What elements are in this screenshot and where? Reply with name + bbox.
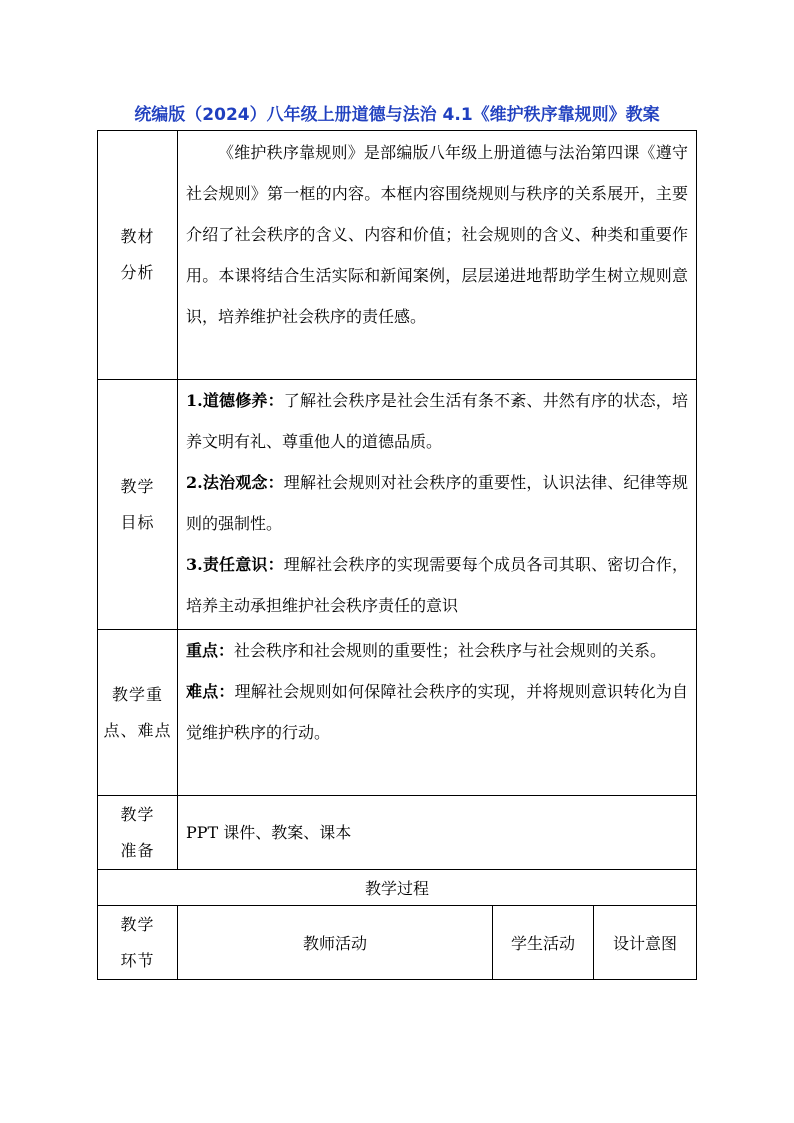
- label-line: 准备: [120, 840, 155, 860]
- goal-text: 了解社会秩序是社会生活有条不紊、井然有序的状态，培养文明有礼、尊重他人的道德品质。: [186, 391, 688, 451]
- label-line: 教学: [120, 914, 155, 934]
- process-col-student-text: 学生活动: [510, 934, 575, 953]
- preparation-content: [177, 795, 697, 870]
- process-col-design-text: 设计意图: [612, 934, 677, 953]
- preparation-label: [97, 795, 178, 870]
- process-col-design: [593, 905, 697, 980]
- teaching-goals-content: [177, 379, 697, 630]
- preparation-text: PPT 课件、教案、课本: [186, 823, 352, 842]
- label-line: 目标: [120, 512, 155, 532]
- goal-text: 理解社会秩序的实现需要每个成员各司其职、密切合作，培养主动承担维护社会秩序责任的意识: [186, 555, 688, 615]
- key-point-heading: 难点：: [186, 682, 235, 701]
- textbook-analysis-text: 《维护秩序靠规则》是部编版八年级上册道德与法治第四课《遵守社会规则》第一框的内容。本框内容围绕规则与秩序的关系展开，主要介绍了社会秩序的含义、内容和价值；社会规则的含义、种类和重要作用。本课将结合生活实际和新闻案例，层层递进地帮助学生树立规则意识，培养维护社会秩序的责任感。: [186, 143, 688, 326]
- process-header-text: 教学过程: [364, 879, 429, 898]
- goal-heading: 2.法治观念：: [186, 473, 284, 492]
- process-col-teacher: [177, 905, 493, 980]
- key-points-label: [97, 629, 178, 796]
- page-title: 统编版（2024）八年级上册道德与法治 4.1《维护秩序靠规则》教案: [134, 105, 660, 125]
- process-header: [97, 869, 697, 906]
- key-points-content: [177, 629, 697, 796]
- process-col-stage: [97, 905, 178, 980]
- goal-text: 理解社会规则对社会秩序的重要性，认识法律、纪律等规则的强制性。: [186, 473, 688, 533]
- goal-item: [186, 544, 688, 626]
- key-point-item: [186, 630, 688, 671]
- label-line: 分析: [120, 263, 155, 282]
- label-line: 环节: [120, 950, 155, 970]
- key-point-text: 社会秩序和社会规则的重要性；社会秩序与社会规则的关系。: [234, 641, 667, 660]
- goal-heading: 1.道德修养：: [186, 391, 284, 410]
- process-col-student: [492, 905, 594, 980]
- process-col-teacher-text: 教师活动: [302, 934, 367, 953]
- goal-heading: 3.责任意识：: [186, 555, 284, 574]
- key-point-text: 理解社会规则如何保障社会秩序的实现，并将规则意识转化为自觉维护秩序的行动。: [186, 682, 688, 742]
- teaching-goals-label: [97, 379, 178, 630]
- label-line: 教学: [120, 476, 155, 496]
- label-line: 教学: [120, 804, 155, 824]
- textbook-analysis-label: [97, 130, 178, 380]
- goal-item: [186, 380, 688, 462]
- label-line: 教学重: [111, 684, 163, 704]
- goal-item: [186, 462, 688, 544]
- label-line: 教材: [120, 227, 155, 246]
- key-point-heading: 重点：: [186, 641, 235, 660]
- textbook-analysis-content: [177, 130, 697, 380]
- key-point-item: [186, 671, 688, 753]
- label-line: 点、难点: [103, 720, 172, 740]
